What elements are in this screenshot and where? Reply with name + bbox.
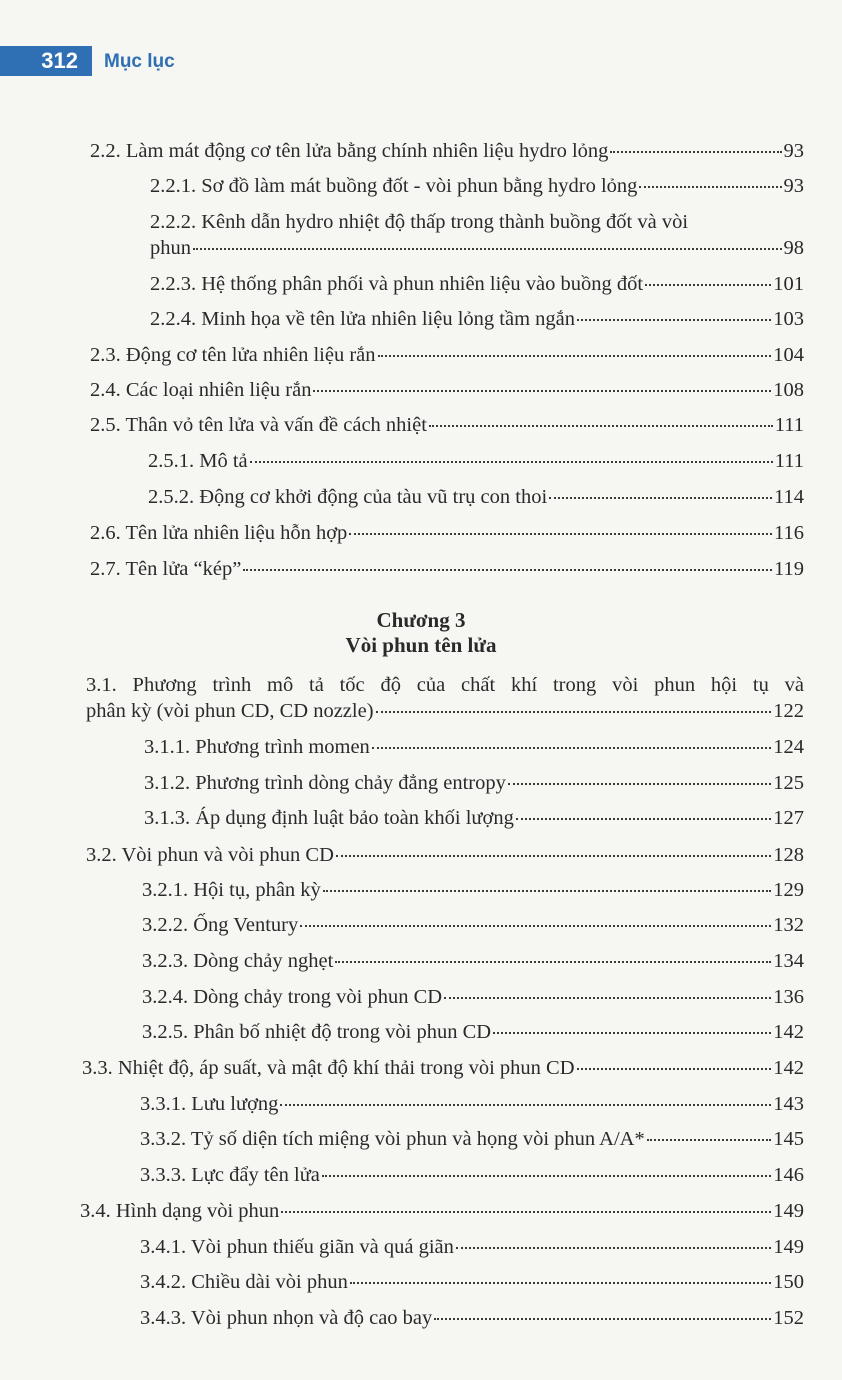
toc-entry bbox=[86, 842, 804, 868]
toc-entry bbox=[90, 412, 804, 438]
toc-entry-page: 142 bbox=[773, 1057, 804, 1079]
toc-entry bbox=[144, 734, 804, 760]
toc-entry-page: 142 bbox=[773, 1021, 804, 1043]
toc-entry-page: 122 bbox=[773, 700, 804, 722]
dot-leader bbox=[577, 319, 771, 321]
toc-entry-title: 3.2.5. Phân bố nhiệt độ trong vòi phun CD bbox=[142, 1021, 492, 1043]
dot-leader bbox=[645, 284, 771, 286]
dot-leader bbox=[516, 818, 771, 820]
page-header bbox=[0, 46, 842, 76]
toc-entry-title: 2.2.1. Sơ đồ làm mát buồng đốt - vòi phun bằng hydro lỏng bbox=[150, 175, 638, 197]
toc-entry bbox=[140, 1305, 804, 1331]
toc-entry bbox=[148, 448, 804, 474]
toc-entry bbox=[90, 520, 804, 546]
toc-entry-page: 127 bbox=[773, 807, 804, 829]
toc-entry bbox=[140, 1269, 804, 1295]
toc-entry-page: 114 bbox=[774, 486, 804, 508]
toc-entry-page: 134 bbox=[773, 950, 804, 972]
dot-leader bbox=[647, 1139, 772, 1141]
toc-entry-title-cont: phân kỳ (vòi phun CD, CD nozzle) bbox=[86, 700, 374, 722]
toc-entry bbox=[142, 948, 804, 974]
toc-entry bbox=[142, 912, 804, 938]
toc-entry-page: 119 bbox=[774, 558, 804, 580]
toc-entry-title: 3.4.3. Vòi phun nhọn và độ cao bay bbox=[140, 1307, 433, 1329]
toc-entry-title: 2.7. Tên lửa “kép” bbox=[90, 558, 242, 580]
section-title: Mục lục bbox=[104, 51, 175, 72]
toc-entry-title: 3.2.2. Ống Ventury bbox=[142, 914, 299, 936]
toc-entry-title: 3.3.3. Lực đẩy tên lửa bbox=[140, 1164, 320, 1186]
toc-entry-page: 150 bbox=[773, 1271, 804, 1293]
dot-leader bbox=[376, 711, 772, 713]
toc-entry-title: 2.6. Tên lửa nhiên liệu hỗn hợp bbox=[90, 522, 348, 544]
toc-entry-page: 103 bbox=[773, 308, 804, 330]
chapter-label: Chương 3 bbox=[376, 608, 466, 632]
toc-entry-title: 2.5. Thân vỏ tên lửa và vấn đề cách nhiệt bbox=[90, 414, 427, 436]
dot-leader bbox=[639, 186, 781, 188]
toc-entry bbox=[90, 377, 804, 403]
toc-entry bbox=[80, 1198, 804, 1224]
toc-entry-page: 98 bbox=[783, 237, 804, 259]
dot-leader bbox=[322, 1175, 771, 1177]
dot-leader bbox=[349, 533, 772, 535]
toc-entry-title: 2.2.2. Kênh dẫn hydro nhiệt độ thấp trong thành buồng đốt và vòi bbox=[150, 211, 689, 233]
dot-leader bbox=[456, 1247, 771, 1249]
toc-entry-page: 129 bbox=[773, 879, 804, 901]
dot-leader bbox=[429, 425, 773, 427]
toc-entry-page: 101 bbox=[773, 273, 804, 295]
toc-entry bbox=[150, 271, 804, 297]
toc-entry-title: 3.1. Phương trình mô tả tốc độ của chất khí trong vòi phun hội tụ và bbox=[86, 674, 804, 696]
toc-entry-page: 111 bbox=[774, 450, 804, 472]
dot-leader bbox=[434, 1318, 771, 1320]
toc-entry bbox=[144, 805, 804, 831]
toc-entry-page: 116 bbox=[774, 522, 804, 544]
dot-leader bbox=[378, 355, 772, 357]
dot-leader bbox=[508, 783, 771, 785]
toc-entry-title: 3.4.2. Chiều dài vòi phun bbox=[140, 1271, 348, 1293]
dot-leader bbox=[336, 855, 771, 857]
toc-entry-title: 2.3. Động cơ tên lửa nhiên liệu rắn bbox=[90, 344, 376, 366]
toc-entry bbox=[150, 173, 804, 199]
toc-entry bbox=[148, 484, 804, 510]
dot-leader bbox=[280, 1104, 771, 1106]
toc-entry-page: 104 bbox=[773, 344, 804, 366]
toc-entry-title: 3.4.1. Vòi phun thiếu giãn và quá giãn bbox=[140, 1236, 454, 1258]
page-number: 312 bbox=[0, 46, 92, 76]
toc-entry-page: 125 bbox=[773, 772, 804, 794]
toc-entry-title: 3.1.3. Áp dụng định luật bảo toàn khối lượng bbox=[144, 807, 514, 829]
dot-leader bbox=[350, 1282, 771, 1284]
toc-entry-title: 3.2.1. Hội tụ, phân kỳ bbox=[142, 879, 321, 901]
toc-entry-page: 93 bbox=[783, 175, 804, 197]
toc-entry-title: 3.4. Hình dạng vòi phun bbox=[80, 1200, 280, 1222]
toc-entry bbox=[90, 342, 804, 368]
toc-entry-title: 3.2.4. Dòng chảy trong vòi phun CD bbox=[142, 986, 443, 1008]
toc-entry-title-cont: phun bbox=[150, 237, 191, 259]
toc-entry-page: 152 bbox=[773, 1307, 804, 1329]
toc-entry-page: 146 bbox=[773, 1164, 804, 1186]
toc-entry-page: 108 bbox=[773, 379, 804, 401]
dot-leader bbox=[335, 961, 771, 963]
toc-entry bbox=[140, 1162, 804, 1188]
toc-entry-page: 149 bbox=[773, 1200, 804, 1222]
dot-leader bbox=[323, 890, 771, 892]
toc-entry-page: 128 bbox=[773, 844, 804, 866]
toc-entry-title: 2.2.4. Minh họa về tên lửa nhiên liệu lỏng tầm ngắn bbox=[150, 308, 576, 330]
toc-entry-page: 143 bbox=[773, 1093, 804, 1115]
toc-entry bbox=[90, 138, 804, 164]
toc-entry-title: 3.2.3. Dòng chảy nghẹt bbox=[142, 950, 334, 972]
toc-entry-page: 149 bbox=[773, 1236, 804, 1258]
toc-entry bbox=[142, 877, 804, 903]
toc-entry-page: 111 bbox=[774, 414, 804, 436]
toc-entry bbox=[90, 556, 804, 582]
toc-entry-title: 3.3.1. Lưu lượng bbox=[140, 1093, 279, 1115]
toc-entry-title: 3.3.2. Tỷ số diện tích miệng vòi phun và họng vòi phun A/A* bbox=[140, 1128, 645, 1150]
toc-entry-title: 3.2. Vòi phun và vòi phun CD bbox=[86, 844, 334, 866]
dot-leader bbox=[313, 390, 771, 392]
toc-entry bbox=[140, 1091, 804, 1117]
dot-leader bbox=[444, 997, 771, 999]
toc-entry-title: 2.2. Làm mát động cơ tên lửa bằng chính nhiên liệu hydro lỏng bbox=[90, 140, 609, 162]
toc-entry-title: 2.5.2. Động cơ khởi động của tàu vũ trụ con thoi bbox=[148, 486, 548, 508]
toc-entry-title: 3.3. Nhiệt độ, áp suất, và mật độ khí thải trong vòi phun CD bbox=[82, 1057, 575, 1079]
toc-entry-page: 136 bbox=[773, 986, 804, 1008]
dot-leader bbox=[250, 461, 773, 463]
toc-entry-page: 145 bbox=[773, 1128, 804, 1150]
toc-entry-page: 93 bbox=[783, 140, 804, 162]
dot-leader bbox=[281, 1211, 771, 1213]
toc-entry-page: 132 bbox=[773, 914, 804, 936]
toc-entry bbox=[144, 770, 804, 796]
toc-entry-title: 3.1.2. Phương trình dòng chảy đẳng entropy bbox=[144, 772, 506, 794]
toc-entry bbox=[142, 984, 804, 1010]
dot-leader bbox=[300, 925, 771, 927]
dot-leader bbox=[549, 497, 772, 499]
dot-leader bbox=[577, 1068, 772, 1070]
toc-entry-title: 3.1.1. Phương trình momen bbox=[144, 736, 370, 758]
toc-entry-title: 2.4. Các loại nhiên liệu rắn bbox=[90, 379, 312, 401]
toc-entry bbox=[140, 1126, 804, 1152]
chapter-title: Vòi phun tên lửa bbox=[345, 633, 497, 657]
toc-entry bbox=[82, 1055, 804, 1081]
dot-leader bbox=[243, 569, 772, 571]
toc-entry-page: 124 bbox=[773, 736, 804, 758]
dot-leader bbox=[493, 1032, 771, 1034]
toc-entry bbox=[86, 672, 804, 724]
toc-entry-title: 2.2.3. Hệ thống phân phối và phun nhiên liệu vào buồng đốt bbox=[150, 273, 644, 295]
dot-leader bbox=[372, 747, 771, 749]
toc-entry bbox=[150, 209, 804, 261]
toc-entry bbox=[142, 1019, 804, 1045]
toc-entry bbox=[140, 1234, 804, 1260]
toc-entry-title: 2.5.1. Mô tả bbox=[148, 450, 248, 472]
toc-entry bbox=[150, 306, 804, 332]
dot-leader bbox=[610, 151, 781, 153]
dot-leader bbox=[193, 248, 782, 250]
